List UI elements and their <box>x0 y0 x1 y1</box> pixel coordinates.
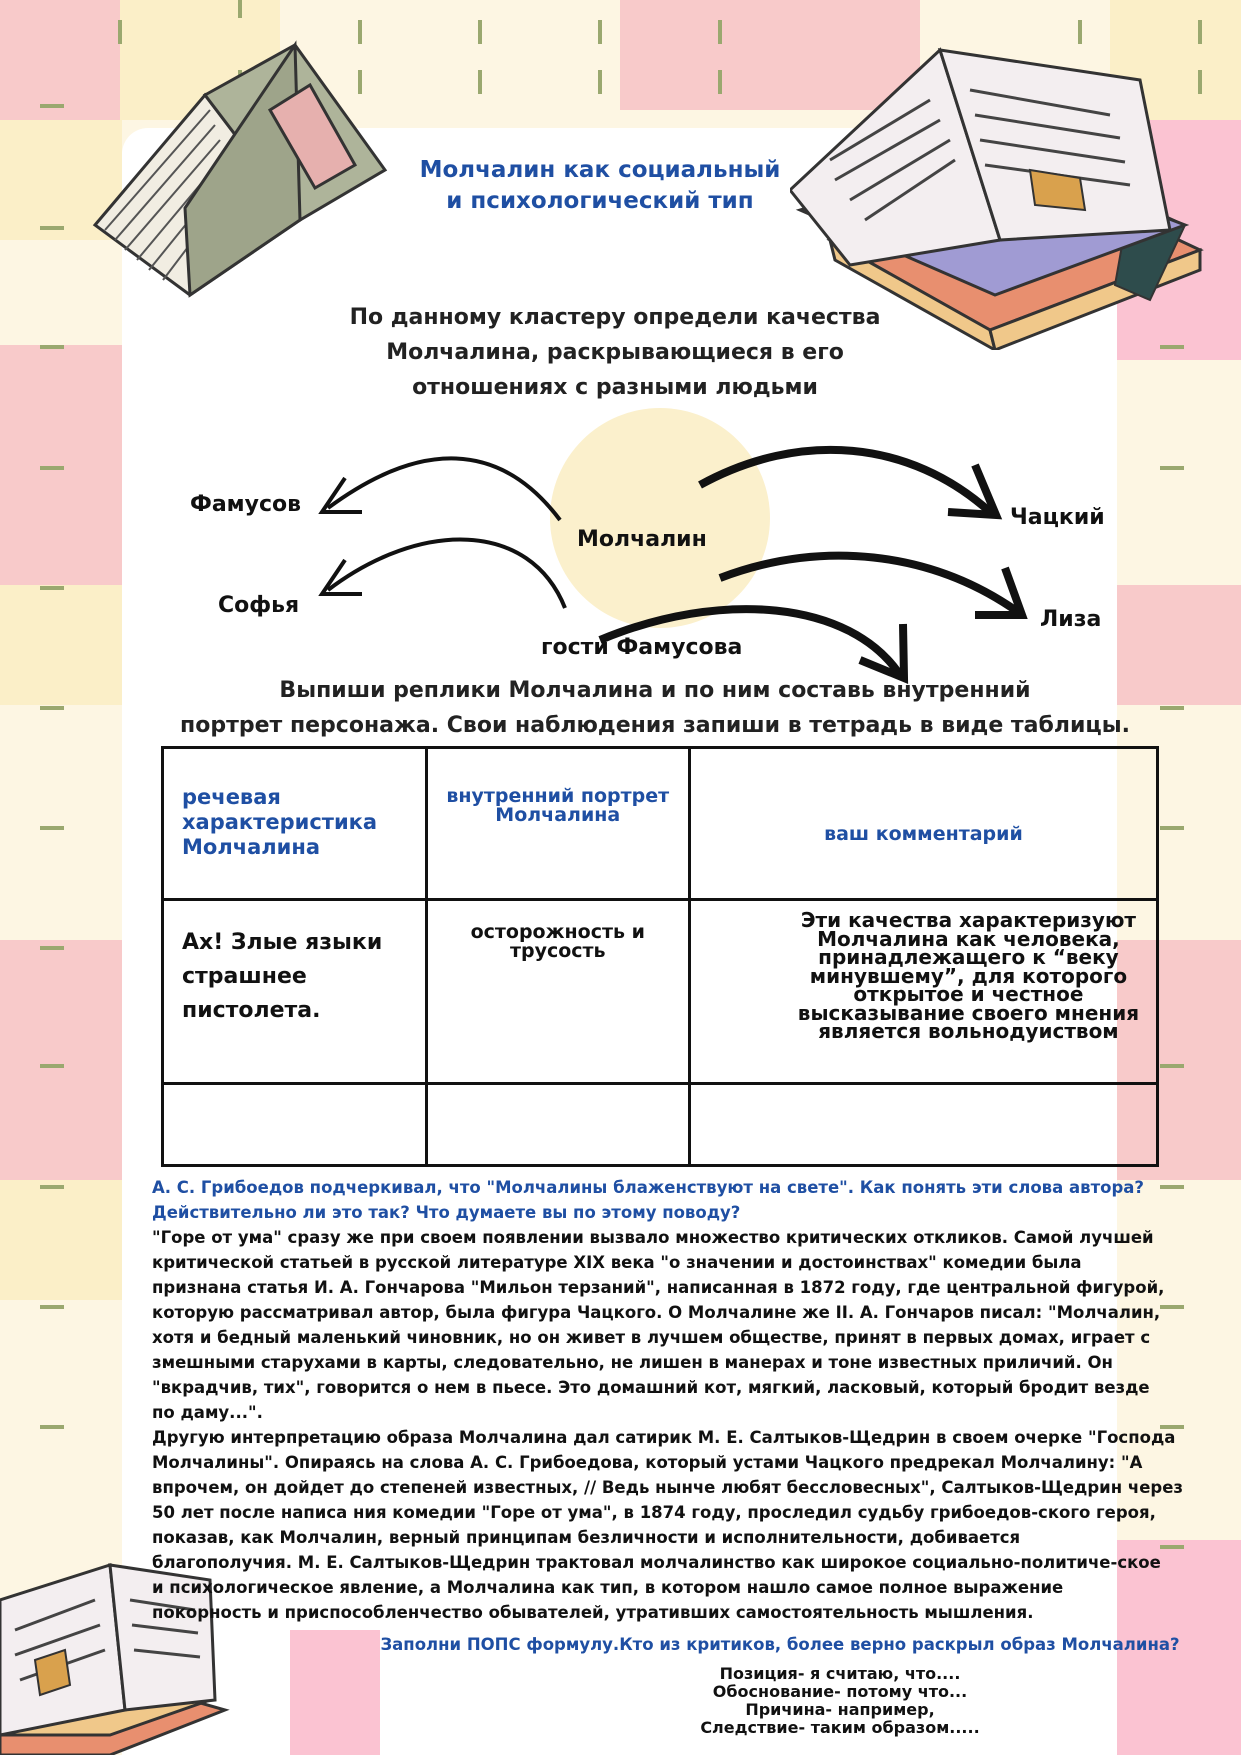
pops-line: Причина- например, <box>745 1700 935 1719</box>
paragraph-line: благополучия. М. Е. Салтыков-Щедрин трактовал молчалинство как широкое социально-политиче-ское <box>152 1553 1161 1572</box>
question-line: А. С. Грибоедов подчеркивал, что "Молчалины блаженствуют на свете". Как понять эти слова автора? <box>152 1178 1144 1197</box>
instruction-line: По данному кластеру определи качества <box>349 305 881 330</box>
node-guests: гости Фамусова <box>541 635 743 660</box>
bg-tile-pink <box>290 1630 380 1755</box>
table-row <box>163 900 1158 1084</box>
paragraph-line: "вкрадчив, тих", говорится о нем в пьесе. Это домашний кот, мягкий, ласковый, который бродит везде <box>152 1378 1150 1397</box>
pops-line: Обоснование- потому что... <box>712 1682 968 1701</box>
arrow-to-sofya <box>328 540 565 608</box>
center-circle <box>550 408 770 628</box>
header-speech: речевая характеристика Молчалина <box>182 785 378 859</box>
header-comment: ваш комментарий <box>824 822 1023 845</box>
paragraph-line: и психологическое явление, а Молчалина как тип, в котором нашло самое полное выражение <box>152 1578 1064 1597</box>
arrow-to-liza <box>720 556 1018 612</box>
node-sofya: Софья <box>218 593 300 618</box>
grid-dash <box>40 1425 64 1429</box>
pops-formula <box>560 1665 1120 1737</box>
table-header-row <box>163 748 1158 900</box>
question-block <box>152 1175 1172 1225</box>
table-cell <box>163 1084 427 1166</box>
node-molchalin: Молчалин <box>577 527 707 552</box>
observation-table <box>161 746 1159 1167</box>
grid-dash <box>40 946 64 950</box>
question-line: Действительно ли это так? Что думаете вы по этому поводу? <box>152 1203 741 1222</box>
grid-dash <box>1160 826 1184 830</box>
grid-dash <box>40 826 64 830</box>
node-liza: Лиза <box>1040 607 1102 632</box>
comment-text: Эти качества характеризуют Молчалина как человека, принадлежащего к “веку минувшему”, для которого открытое и честное высказывание своего мнения является вольнодуиствoм <box>797 908 1140 1043</box>
paragraph-goncharov <box>152 1225 1212 1425</box>
title-line: и психологический тип <box>446 188 754 214</box>
table-cell <box>689 900 1157 1084</box>
grid-dash <box>40 1185 64 1189</box>
paragraph-saltykov <box>152 1425 1212 1625</box>
task-line: Выпиши реплики Молчалина и по ним составь внутренний <box>279 678 1031 703</box>
task-instruction <box>140 673 1170 743</box>
header-portrait: внутренний портрет Молчалина <box>446 785 670 826</box>
table-cell <box>426 1084 689 1166</box>
grid-dash <box>1160 1064 1184 1068</box>
node-chatsky: Чацкий <box>1010 505 1105 530</box>
speech-quote: Ах! Злые языки страшнее пистолета. <box>182 929 383 1023</box>
bg-tile-cream <box>0 1180 122 1300</box>
grid-dash <box>40 1305 64 1309</box>
paragraph-line: покорность и приспособленчество обывателей, утративших самостоятельность мышления. <box>152 1603 1034 1622</box>
table-header-cell <box>426 748 689 900</box>
node-famusov: Фамусов <box>190 492 302 517</box>
table-cell <box>689 1084 1157 1166</box>
grid-dash <box>40 1064 64 1068</box>
portrait-traits: осторожность и трусость <box>470 921 645 962</box>
paragraph-line: 50 лет после написа ния комедии "Горе от ума", в 1874 году, проследил судьбу грибоедов-ского героя, <box>152 1503 1156 1522</box>
table-cell <box>163 900 427 1084</box>
paragraph-line: критической статьей в русской литературе XIX века "о значении и достоинствах" комедии была <box>152 1253 1082 1272</box>
paragraph-line: хотя и бедный маленький чиновник, но он живет в лучшем обществе, принят в первых домах, играет с <box>152 1328 1151 1347</box>
instruction-line: отношениях с разными людьми <box>412 375 818 400</box>
pops-line: Позиция- я считаю, что.... <box>719 1664 961 1683</box>
paragraph-line: впрочем, он дойдет до степеней известных, // Ведь нынче любят бессловесных", Салтыков-Щедрин через <box>152 1478 1183 1497</box>
table-cell <box>426 900 689 1084</box>
pops-line: Следствие- таким образом..... <box>700 1718 980 1737</box>
task-line: портрет персонажа. Свои наблюдения запиши в тетрадь в виде таблицы. <box>180 713 1130 738</box>
paragraph-line: "Горе от ума" сразу же при своем появлении вызвало множество критических откликов. Самой лучшей <box>152 1228 1154 1247</box>
table-row <box>163 1084 1158 1166</box>
instruction-line: Молчалина, раскрывающиеся в его <box>386 340 844 365</box>
bg-tile-pink <box>0 940 122 1180</box>
paragraph-line: Другую интерпретацию образа Молчалина дал сатирик М. Е. Салтыков-Щедрин в своем очерке "Господа <box>152 1428 1176 1447</box>
title-line: Молчалин как социальный <box>419 157 781 183</box>
paragraph-line: Молчалины". Опираясь на слова А. С. Грибоедова, который устами Чацкого предрекал Молчалину: "А <box>152 1453 1143 1472</box>
paragraph-line: которую рассматривал автор, была фигура Чацкого. О Молчалине же II. А. Гончаров писал: "Молчалин, <box>152 1303 1161 1322</box>
pops-question: Заполни ПОПС формулу.Кто из критиков, более верно раскрыл образ Молчалина? <box>380 1635 1180 1654</box>
paragraph-line: змешными старухами в карты, следовательно, не лишен в манерах и тоне известных приличий. Он <box>152 1353 1113 1372</box>
paragraph-line: показав, как Молчалин, верный принципам безличности и исполнительности, добивается <box>152 1528 1021 1547</box>
arrow-to-famusov <box>328 458 560 520</box>
table-header-cell <box>163 748 427 900</box>
paragraph-line: по даму...". <box>152 1403 263 1422</box>
table-header-cell <box>689 748 1157 900</box>
paragraph-line: признана статья И. А. Гончарова "Мильон терзаний", написанная в 1872 году, где центральной фигурой, <box>152 1278 1165 1297</box>
